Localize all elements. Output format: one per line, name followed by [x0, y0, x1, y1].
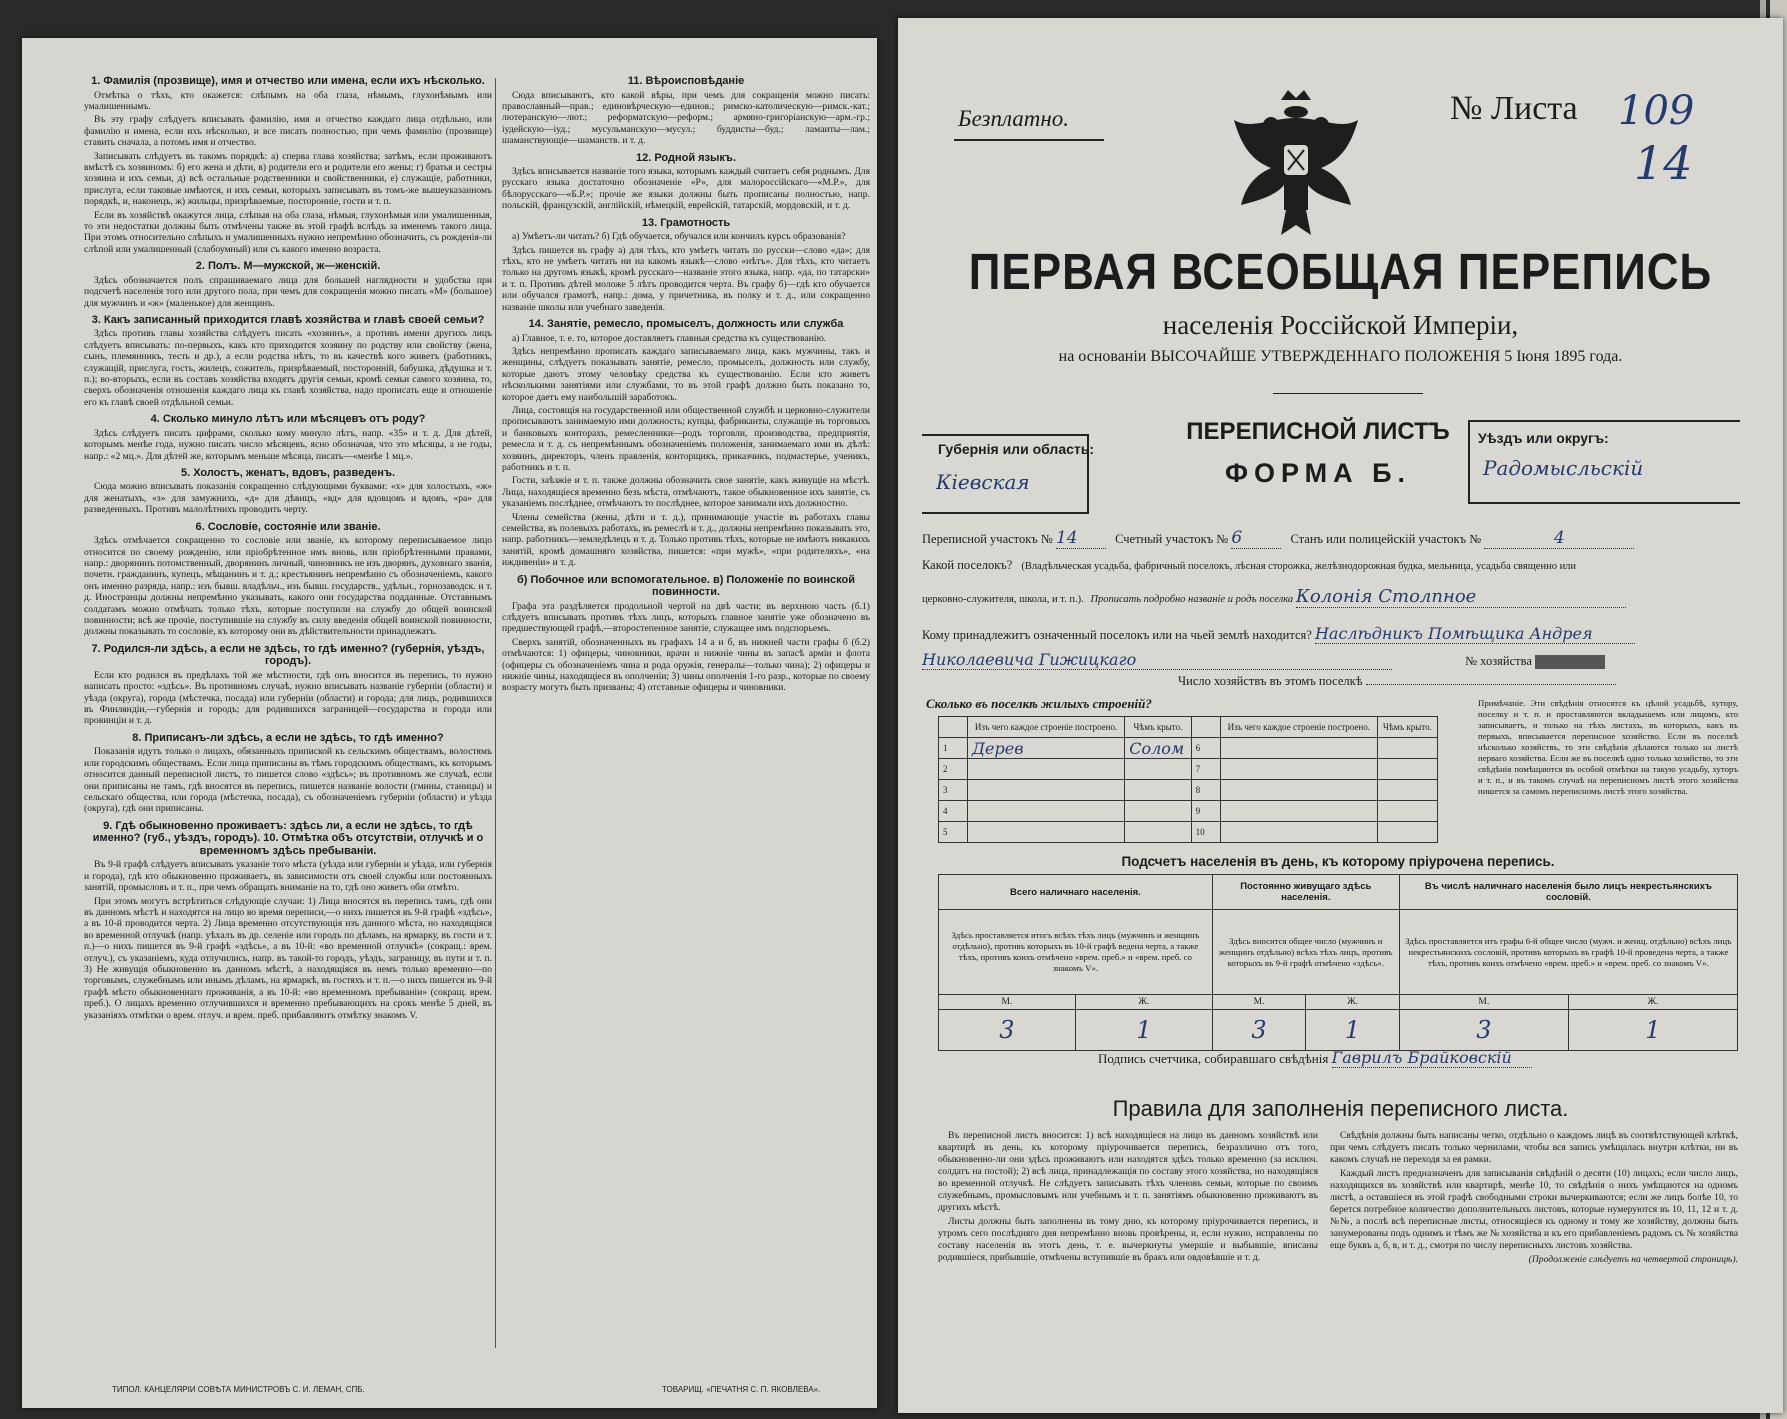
section-paragraph: Отмѣтка о тѣхъ, кто окажется: слѣпымъ на оба глаза, нѣмымъ, глухонѣмымъ или умалишеннымъ. — [84, 89, 492, 112]
buildings-table — [938, 716, 1438, 843]
owner-value[interactable]: Наслѣдникъ Помѣщика Андрея — [1315, 624, 1635, 644]
section-heading: 8. Приписанъ-ли здѣсь, а если не здѣсь, то гдѣ именно? — [132, 731, 444, 744]
rules-title: Правила для заполненія переписного листа. — [1112, 1096, 1569, 1121]
building-roof[interactable]: Солом — [1125, 738, 1191, 759]
households-count-row — [1178, 674, 1616, 689]
settlement-name-row — [922, 586, 1626, 608]
owner-row-2 — [922, 650, 1605, 670]
population-count-title: Подсчетъ населенія въ день, къ которому пріурочена перепись. — [1121, 854, 1555, 869]
section-heading: 2. Полъ. М—мужской, ж—женскій. — [195, 260, 381, 273]
settlement-desc-cont: церковно-служителя, школа, и т. п.). — [922, 594, 1084, 605]
household-number-redacted — [1535, 655, 1605, 669]
section-paragraph: Въ 9-й графѣ слѣдуетъ вписывать указаніе того мѣста (уѣзда или губерніи и уѣзда, или губернія и города), гдѣ кто обыкновенно проживаетъ, въ зависимости отъ своей службы или постоянныхъ занятій, промысловъ и т. п., при чемъ обращать вниманіе на то, гдѣ оно живетъ оби отмѣто. — [84, 859, 492, 894]
buildings-header-roof-2: Чѣмъ крыто. — [1377, 717, 1437, 738]
census-district-value[interactable]: 14 — [1056, 528, 1106, 549]
rule-paragraph: Каждый листъ предназначенъ для записыванія свѣдѣній о десяти (10) лицахъ; если число лицъ, находящихся въ хозяйствѣ или квартирѣ, менѣе 10, то свѣдѣнія о нихъ умѣщаются на одномъ листѣ, а оставшіеся въ этой графѣ свободными строки вычеркиваются; если же лицъ болѣе 10, то берется потребное количество дополнительныхъ листовъ, которые нумеруются въ 10, 11, 12 и т. д. №№, а послѣ всѣ переписные листы, относящіеся къ одному и тому же хозяйству, должны быть занумерованы подъ однимъ и тѣмъ же № хозяйства и къ его прибавленіемъ радомъ съ № хозяйства еще буквъ а, б, в, и т. д., смотря по числу переписныхъ листовъ хозяйства. — [1330, 1168, 1738, 1251]
uezd-label: Уѣздъ или округъ: — [1478, 430, 1609, 446]
buildings-header-material: Изъ чего каждое строеніе построено. — [968, 717, 1125, 738]
building-material[interactable]: Дерев — [968, 738, 1125, 759]
title-rule — [1273, 393, 1423, 394]
section-paragraph: Здѣсь противъ главы хозяйства слѣдуетъ писать «хозяинъ», а противъ имени другихъ лицъ слѣдуетъ вписывать: по-первыхъ, какъ кто приходится хозяину по родству или свойству (жена, сынъ, племянникъ, тесть и др.), а если родства нѣтъ, то въ качествѣ кого живетъ (работникъ, служащій, прислуга, гость, жилецъ, сожитель, призрѣваемый, посторонній, бабушка, дѣдушка и т. п.); во-вторыхъ, если въ составъ хозяйства входятъ другія семьи, кромѣ семьи самого хозяина, то, сверхъ обозначенія отношенія каждаго лица къ главѣ хозяйства, надо прописать еще и отношеніе его къ главѣ своей отдѣльной семьи. — [84, 328, 492, 408]
census-form-page — [898, 18, 1783, 1413]
instructions-column-1 — [84, 70, 492, 1023]
form-title: ПЕРЕПИСНОЙ ЛИСТЪ — [1186, 418, 1450, 445]
pop-desc-present: Здѣсь проставляется итогъ всѣхъ тѣхъ лицъ (мужчинъ и женщинъ отдѣльно), противъ которыхъ въ 10-й графѣ ведена черта, а также тѣхъ, противъ коихъ отмѣчено «врем. преб.» и «врем. преб. со знакомъ V». — [939, 910, 1213, 995]
census-main-title: ПЕРВАЯ ВСЕОБЩАЯ ПЕРЕПИСЬ — [968, 244, 1713, 301]
section-paragraph: Здѣсь слѣдуетъ писать цифрами, сколько кому минуло лѣтъ, напр. «35» и т. д. Для дѣтей, которымъ менѣе года, нужно писать число мѣсяцевъ, ясно обозначая, что это мѣсяцы, а не годы, напр.: «2 мц.». Для дѣтей же, которымъ меньше мѣсяца, писать—«менѣе 1 мц.». — [84, 427, 492, 462]
section-heading: 13. Грамотность — [641, 216, 731, 229]
household-number-label: № хозяйства — [1465, 654, 1532, 668]
buildings-note: Примѣчаніе. Эти свѣдѣнія относятся къ цѣлой усадьбѣ, хутору, поселку и т. п. и проставляются вкладышемъ или лицомъ, кто записываетъ, и только на тѣхъ листахъ, въ которыхъ, какъ въ первыхъ, вписывается переписное хозяйство. Если въ поселкѣ нѣсколько хозяйствъ, то эти свѣдѣнія дѣлаются только на листѣ перваго хозяйства. Если же въ поселкѣ одно только хозяйство, то эти свѣдѣнія помѣщаются въ особой отмѣтки на такую усадьбу, хуторъ и т. п., и въ такомъ случаѣ на переписномъ листѣ этого хозяйства пишется за самомъ переписномъ листѣ этого хозяйства. — [1478, 698, 1738, 796]
pop-sex-label: Ж. — [1568, 995, 1737, 1010]
section-paragraph: Здѣсь вписывается названіе того языка, которымъ каждый считаетъ себя роднымъ. Для русскаго языка достаточно обозначеніе «Р», для малороссійскаго—«М.Р.», для бѣлорусскаго—«Б.Р.»; прочіе же языки должны быть прописаны полностью, напр. польскій, французскій, англійскій, нѣмецкій, еврейскій, татарскій, мордовскій, и т. д. — [502, 166, 870, 212]
pop-sex-label: Ж. — [1306, 995, 1400, 1010]
free-of-charge-label: Безплатно. — [958, 106, 1070, 131]
buildings-title: Сколько въ поселкѣ жилыхъ строеній? — [926, 696, 1152, 711]
section-heading: 3. Какъ записанный приходится главѣ хозяйства и главѣ своей семьи? — [91, 313, 485, 326]
settlement-type-desc: (Владѣльческая усадьба, фабричный поселокъ, лѣсная сторожка, желѣзнодорожная будка, мельница, усадьба священно или — [1021, 561, 1577, 572]
section-heading: 9. Гдѣ обыкновенно проживаетъ: здѣсь ли, а если не здѣсь, то гдѣ именно? (губ., уѣздъ, городъ). 10. Отмѣтка объ отсутствіи, отлучкѣ и о временномъ здѣсь пребываніи. — [92, 819, 484, 857]
pop-desc-resident: Здѣсь вносится общее число (мужчинъ и женщинъ отдѣльно) всѣхъ тѣхъ лицъ, противъ которыхъ въ 9-й графѣ отмѣчено «здѣсь». — [1212, 910, 1399, 995]
buildings-row: 3 8 — [939, 780, 1438, 801]
counting-district-label: Счетный участокъ № — [1115, 532, 1229, 546]
section-paragraph: Графа эта раздѣляется продольной чертой на двѣ части; въ верхнюю часть (б.1) слѣдуетъ вписывать противъ тѣхъ лицъ, которыхъ главное занятіе уже обозначено въ предшествующей графѣ,—второстепенное занятіе, служащее имъ подспорьемъ. — [502, 600, 870, 635]
rules-column-2 — [1330, 1130, 1738, 1268]
pop-sex-label: М. — [1212, 995, 1305, 1010]
uezd-value[interactable]: Радомысльскій — [1483, 456, 1644, 480]
buildings-header-material-2: Изъ чего каждое строеніе построено. — [1220, 717, 1377, 738]
section-paragraph: Члены семейства (жены, дѣти и т. д.), принимающіе участіе въ работахъ главы семейства, въ полевыхъ работахъ, въ ремеслѣ и т. д., должны непремѣнно показывать это, напр. работникъ—земледѣлецъ и т. д. Только противъ тѣхъ, которые не имѣютъ никакихъ занятій, кромѣ домашняго хозяйства, пишется: «при мужѣ», «при родителяхъ», «на иждивеніи» и т. д. — [502, 511, 870, 569]
pop-header-resident: Постоянно живущаго здѣсь населенія. — [1212, 875, 1399, 910]
signature-value[interactable]: Гаврилъ Брайковскій — [1332, 1048, 1532, 1068]
households-count-label: Число хозяйствъ въ этомъ поселкѣ — [1178, 674, 1363, 688]
buildings-header-roof: Чѣмъ крыто. — [1125, 717, 1191, 738]
section-paragraph: Сверхъ занятій, обозначенныхъ въ графахъ 14 а и б, въ нижней части графы б (б.2) отмѣчаются: 1) офицеры, чиновники, врачи и нижніе чины въ запасѣ армiи и флота (офицеры съ обозначеніемъ чина и рода оружія, генералы—только чина); 2) офицеры и нижніе чины, находящіеся въ ополченiи; 3) чины ополченiя 1-го разр., которые по своему возрасту могутъ быть призваны; 4) отставные офицеры и чиновники. — [502, 636, 870, 694]
signature-label: Подпись счетчика, собиравшаго свѣдѣнія — [1098, 1051, 1329, 1066]
district-row — [922, 528, 1634, 549]
section-heading: б) Побочное или вспомогательное. в) Положеніе по воинской повинности. — [517, 573, 855, 599]
section-heading: 11. Вѣроисповѣданіе — [627, 75, 745, 87]
rule-paragraph: Въ переписной листъ вносится: 1) всѣ находящіеся на лицо въ данномъ хозяйствѣ или квартирѣ въ день, къ которому пріурочивается перепись, безразлично отъ того, обыкновенно-ли они здѣсь проживаютъ или находятся здѣсь только временно (за исключ. солдатъ на постой); 2) всѣ лица, принадлежащія по составу этого хозяйства, но находящіяся во временной отлучкѣ. Не слѣдуетъ записывать тѣхъ членовъ семьи, которые по своимъ служебнымъ, промысловымъ или учебнымъ и т. п. занятіямъ обыкновенно проживаютъ въ другихъ мѣстѣ. — [938, 1130, 1318, 1213]
pop-header-present: Всего наличнаго населенія. — [939, 875, 1213, 910]
section-paragraph: Гости, заѣзжіе и т. п. также должны обозначить свое занятіе, какъ живущіе на мѣстѣ. Лица, находящіеся временно безъ мѣста, отмѣчаютъ, такое обыкновенное ихъ занятіе, съ указаніемъ послѣднее, отмѣчаютъ то послѣднее, которое занимали ихъ должностно. — [502, 475, 870, 510]
police-district-label: Станъ или полицейскій участокъ № — [1290, 532, 1482, 546]
free-label-underline — [954, 139, 1104, 141]
rules-continuation: (Продолженіе слѣдуетъ на четвертой страницѣ). — [1528, 1254, 1738, 1265]
buildings-row: 5 10 — [939, 822, 1438, 843]
settlement-desc-italic: Прописать подробно названіе и родъ поселка — [1090, 594, 1294, 605]
pop-header-non-peasant: Въ числѣ наличнаго населенія было лицъ некрестьянскихъ сословій. — [1399, 875, 1737, 910]
rule-paragraph: Свѣдѣнія должны быть написаны четко, отдѣльно о каждомъ лицѣ въ соотвѣтствующей клѣткѣ, при чемъ слѣдуетъ писать только чернилами, чтобы вся запись умѣщалась внутри клѣтки, ни въ какомъ случаѣ не переходя за ея рамки. — [1330, 1130, 1738, 1165]
police-district-value[interactable]: 4 — [1484, 528, 1634, 549]
settlement-type-row — [922, 558, 1576, 573]
section-paragraph: Сюда можно вписывать показанія сокращенно слѣдующими буквами: «х» для холостыхъ, «ж» для женатыхъ, «з» для замужнихъ, «д» для дѣвицъ, «вд» для вдовцовъ и вдовъ, «ра» для разведенныхъ. Противъ малолѣтнихъ проводить черту. — [84, 481, 492, 516]
pop-present-male[interactable]: 3 — [939, 1010, 1076, 1051]
section-paragraph: Записывать слѣдуетъ въ такомъ порядкѣ: а) сперва глава хозяйства; затѣмъ, если проживаютъ вмѣстѣ съ хозяиномъ: б) его жена и дѣти, в) родители его и родители его жены; г) братья и сестры хозяина и ихъ семьи, д) всѣ остальные родственники и свойственники, е) служащіе, работники, прислуга, если таковые имѣются, и ихъ семьи, которыхъ записывать въ томъ-же вышеуказанномъ порядкѣ, и, наконецъ, ж) жильцы, призрѣваемые, посторонніе, гости и т. п. — [84, 150, 492, 208]
column-divider — [495, 78, 496, 1348]
owner-row — [922, 624, 1635, 644]
settlement-type-label: Какой поселокъ? — [922, 558, 1013, 572]
gubernia-label: Губернія или область: — [938, 441, 1095, 457]
form-subtitle: ФОРМА Б. — [1224, 458, 1412, 488]
sheet-number-handwritten: 109 — [1618, 88, 1695, 134]
rule-paragraph: Листы должны быть заполнены въ тому дню, къ которому пріурочивается перепись, и утромъ сего послѣдняго дня непремѣнно вновь провѣрены, и, если нужно, исправлены по составу населенія въ этотъ день, т. е. вычеркнуты умершіе и выбывшіе, вписаны родившіеся, прибывшіе, отмѣчены вступившіе въ бракъ или овдовѣвшіе и т. д. — [938, 1216, 1318, 1263]
buildings-row: 1 Дерев Солом 6 — [939, 738, 1438, 759]
section-heading: 5. Холостъ, женатъ, вдовъ, разведенъ. — [180, 466, 396, 479]
instructions-column-2 — [502, 70, 870, 696]
section-heading: 7. Родился-ли здѣсь, а если не здѣсь, то гдѣ именно? (губернія, уѣздъ, городъ). — [91, 642, 485, 668]
pop-non-peasant-male[interactable]: 3 — [1399, 1010, 1568, 1051]
counting-district-value[interactable]: 6 — [1231, 528, 1281, 549]
section-paragraph: Если въ хозяйствѣ окажутся лица, слѣпыя на оба глаза, нѣмыя, глухонѣмыя или умалишенныя, то эти недостатки должны быть отмѣчены также въ этой графѣ вслѣдъ за именемъ такого лица. При этомъ относительно слѣпыхъ и умалишенныхъ нужно непремѣнно обозначить, съ рожденія-ли слѣпой или умалишенный (слабоумный) или съ какого именно возраста. — [84, 209, 492, 255]
census-subtitle: населенія Россійской Имперіи, — [1162, 310, 1519, 340]
section-heading: 14. Занятіе, ремесло, промыселъ, должность или служба — [528, 318, 844, 330]
section-paragraph: Показанія идутъ только о лицахъ, обязанныхъ припиской къ сельскимъ обществамъ, волостямъ или городскимъ обществамъ. Если лица приписаны въ тѣмъ городскимъ обществамъ, къ которымъ относится данный переписной листъ, то пишется слово «здѣсь»; въ противномъ же случаѣ, если они приписаны не тамъ, гдѣ вносятся въ перепись, пишется названіе волости (гмины, станицы) и сельскаго общества, или города (мѣстечка, посада), съ обозначеніемъ губерніи (области) и уѣзда (округа), гдѣ они приписаны. — [84, 746, 492, 815]
owner-label: Кому принадлежитъ означенный поселокъ или на чьей землѣ находится? — [922, 628, 1312, 642]
census-district-label: Переписной участокъ № — [922, 532, 1053, 546]
pop-sex-label: М. — [939, 995, 1076, 1010]
section-paragraph: а) Умѣетъ-ли читать? б) Гдѣ обучается, обучался или кончилъ курсъ образованія? — [512, 231, 846, 243]
pop-resident-female[interactable]: 1 — [1306, 1010, 1400, 1051]
rules-column-1 — [938, 1130, 1318, 1266]
section-paragraph: а) Главное, т. е. то, которое доставляетъ главныя средства къ существованію. — [512, 332, 827, 344]
sheet-number-label: № Листа — [1450, 90, 1578, 127]
section-paragraph: Лица, состоящія на государственной или общественной службѣ и церковно-служители прописываютъ занимаемую ими должность; купцы, фабриканты, служащіе въ торговыхъ и банковыхъ конторахъ, ремесленники—родъ торговли, производства, предприятія, ремесла и т. д. съ непремѣннымъ обозначеніемъ положенія, занимаемаго ими въ дѣлѣ: хозяинъ, директоръ, членъ правленія, конторщикъ, приказчикъ, подмастерье, ученикъ, работникъ и т. п. — [502, 404, 870, 473]
section-heading: 4. Сколько минуло лѣтъ или мѣсяцевъ отъ роду? — [150, 413, 426, 426]
pop-non-peasant-female[interactable]: 1 — [1568, 1010, 1737, 1051]
pop-present-female[interactable]: 1 — [1075, 1010, 1212, 1051]
section-paragraph: При этомъ могутъ встрѣтиться слѣдующіе случаи: 1) Лица вносятся въ перепись тамъ, гдѣ они въ данномъ мѣстѣ и находятся на лицо во время переписи,—о нихъ пишется въ 9-й графѣ «здѣсь», а въ 10-й проводится черта. 2) Лица временно отсутствующія изъ данного мѣста, но находящіяся во временной отлучкѣ (напр. уѣхалъ въ др. селеніе или городъ по дѣламъ, на ярмарку, въ гости и т. п.)—о нихъ пишется въ 9-й графѣ «здѣсь», а въ 10-й: «во временной отлучкѣ» (сокращ.: врем. отлуч.), съ указаніемъ, куда отлучились, напр. въ такой-то городъ, уѣздъ, заграницу, въ пути и т. п. 3) Не живущія обыкновенно въ данномъ мѣстѣ, а находящіяся въ немъ только временно—по торговымъ, служебнымъ или инымъ дѣламъ, на ярмаркѣ, въ гостяхъ и т. п.—о нихъ пишется въ 9-й графѣ мѣсто обыкновеннаго проживанія, а въ 10-й: «во временномъ пребываніи» (сокращ. врем. преб.). О лицахъ временно отлучившихся и временно пребывающихъ на срокъ менѣе 5 дней, въ указаніяхъ отмѣтки о врем. отлуч. и врем. преб. прибавляютъ отмѣтку знакомъ V. — [84, 895, 492, 1021]
left-page — [22, 38, 877, 1408]
section-paragraph: Въ эту графу слѣдуетъ вписывать фамилію, имя и отчество каждаго лица отдѣльно, или фамилію и имена, если ихъ нѣсколько, и все писать полностью, при чемъ фамилію (прозвище) ставить сначала, а потомъ имя и отчество. — [84, 114, 492, 149]
pop-resident-male[interactable]: 3 — [1212, 1010, 1305, 1051]
section-heading: 6. Сословіе, состояніе или званіе. — [195, 520, 381, 533]
sheet-number-handwritten-2: 14 — [1634, 136, 1693, 190]
enumerator-signature-row — [1098, 1048, 1532, 1068]
printer-imprint-left: ТИПОЛ. КАНЦЕЛЯРІИ СОВѢТА МИНИСТРОВЪ С. И. ЛЕМАН, СПБ. — [112, 1385, 365, 1394]
gubernia-value[interactable]: Кіевская — [936, 470, 1030, 494]
settlement-name-value[interactable]: Колонія Столпное — [1296, 586, 1626, 608]
section-paragraph: Здѣсь непремѣнно прописать каждаго записываемаго лица, какъ мужчины, такъ и женщины, слѣдуетъ показывать занятіе, ремесло, промыселъ, должность или службу, которые даютъ этому человѣку средства къ существованію. Если кто живетъ нѣсколькими занятіями или службами, то въ этой графѣ должно быть показано то, которое даетъ ему наибольшій заработокъ. — [502, 345, 870, 403]
section-heading: 12. Родной языкъ. — [635, 151, 736, 164]
section-paragraph: Если кто родился въ предѣлахъ той же мѣстности, гдѣ онъ вносится въ перепись, то нужно написать просто: «здѣсь». Въ противномъ случаѣ, нужно вписывать названіе губерніи (области) и уѣзда (округа), города (мѣстечка, посада) или губерніи (области) и города; для лицъ, родившихся въ Финляндіи,—губернія и городъ; для родившихся заграницей—государства и города или провинціи и т. д. — [84, 669, 492, 727]
pop-desc-non-peasant: Здѣсь проставляется итъ графы 6-й общее число (мужч. и женщ. отдѣльно) всѣхъ лицъ некрестьянскихъ сословій, противъ которыхъ въ графѣ 10-й проведена черта, а также тѣхъ, противъ коихъ отмѣчено «врем. преб.» и «врем. преб. со знакомъ V». — [1399, 910, 1737, 995]
households-count-value[interactable] — [1366, 684, 1616, 685]
owner-value-cont[interactable]: Николаевича Гижицкаго — [922, 650, 1392, 670]
printer-imprint-right: ТОВАРИЩ. «ПЕЧАТНЯ С. П. ЯКОВЛЕВА». — [662, 1385, 821, 1394]
population-count-table — [938, 874, 1738, 1051]
pop-sex-label: М. — [1399, 995, 1568, 1010]
section-paragraph: Здѣсь пишется въ графу а) для тѣхъ, кто умѣетъ читать по русски—слово «да»; для тѣхъ, кто не умѣетъ читать ни на какомъ языкѣ—слово «нѣтъ». Для тѣхъ, кто читаетъ только на другомъ языкѣ, кромѣ русскаго—названіе этого языка, напр. «да, по татарски» и т. п. Противъ дѣтей моложе 5 лѣтъ проводится черта. Въ графу б)—гдѣ кто обучается или обучался грамотѣ, напр.: дома, у причетника, въ полку и т. д., или сокращенно названіе школы или учебнаго заведенія. — [502, 244, 870, 313]
section-paragraph: Здѣсь отмѣчается сокращенно то сословіе или званіе, къ которому переписываемое лицо относится по своему рожденію, или пріобрѣтенное имъ вновь, или пріобрѣтенными правами, напр.: дворянинъ потомственный, дворянинъ личный, чиновникъ не изъ дворянъ, духовнаго званія, почетн. гражданинъ, купецъ, мѣщанинъ и т. д.; крестьянинъ непремѣнно съ обозначеніемъ, какого онъ именно разряда, напр.: изъ бывш. владѣльч., изъ бывш. государств., удѣльн., горнозаводск. и т. д. Иностранцы должны непремѣнно указывать, какого они государства подданные. Отставнымъ солдатамъ можно отмѣчать только тѣхъ, которые поступили на службу до общей воинской повинности; всѣ же прочіе, поступившіе на службу въ силу введенія общей воинской повинности, должны показывать то сословіе, къ которому они въ дѣйствительности принадлежатъ. — [84, 535, 492, 638]
buildings-row: 4 9 — [939, 801, 1438, 822]
section-heading: 1. Фамилія (прозвище), имя и отчество или имена, если ихъ нѣсколько. — [91, 75, 485, 87]
imperial-eagle-emblem-icon — [1226, 90, 1366, 240]
section-paragraph: Здѣсь обозначается полъ спрашиваемаго лица для большей наглядности и удобства при подсчетѣ населенія того или другого пола, при чемъ для сокращенія можно писать «М» (большое) для мужчинъ и «ж» (маленькое) для женщинъ. — [84, 274, 492, 309]
buildings-row: 2 7 — [939, 759, 1438, 780]
pop-sex-label: Ж. — [1075, 995, 1212, 1010]
census-legal-basis: на основаніи ВЫСОЧАЙШЕ УТВЕРЖДЕННАГО ПОЛОЖЕНІЯ 5 Іюня 1895 года. — [1058, 348, 1623, 365]
section-paragraph: Сюда вписываютъ, кто какой вѣры, при чемъ для сокращенія можно писать: православный—прав.; единовѣрческую—единов.; римско-католическую—римск.-кат.; лютеранскую—лют.; реформатскую—реформ.; армяно-григоріанскую—арм.-гр.; іудейскую—іуд.; мусульманскую—мусул.; буддисты—буд.; ламаиты—лам.; шаманствующіе—шаманств. и т. д. — [502, 89, 870, 147]
